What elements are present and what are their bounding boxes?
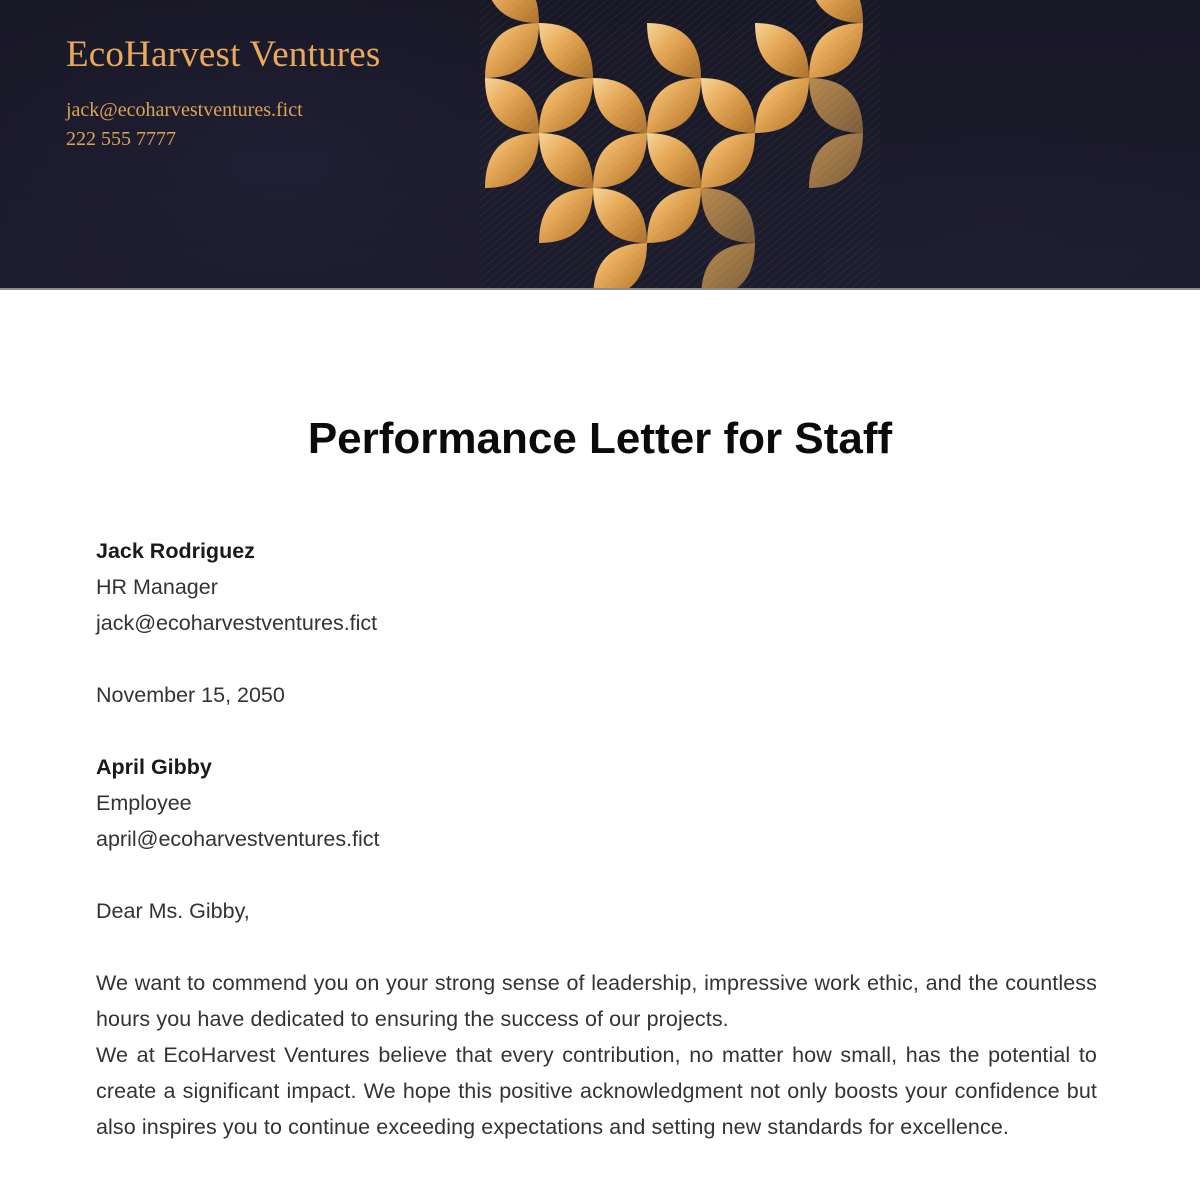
header-divider <box>0 288 1200 290</box>
recipient-role: Employee <box>96 791 192 815</box>
salutation-block <box>96 893 250 929</box>
body-paragraph <box>96 965 1097 1145</box>
letter-date: November 15, 2050 <box>96 683 285 707</box>
recipient-block <box>96 749 380 857</box>
salutation: Dear Ms. Gibby, <box>96 899 250 923</box>
recipient-email: april@ecoharvestventures.fict <box>96 827 380 851</box>
sender-block <box>96 533 377 641</box>
sender-email: jack@ecoharvestventures.fict <box>96 611 378 635</box>
body-sentence-1: We want to commend you on your strong sense of leadership, impressive work ethic, and the countless hours you have dedicated to ensuring the success of our projects. <box>96 971 1097 1031</box>
sender-name: Jack Rodriguez <box>96 539 255 563</box>
document-title: Performance Letter for Staff <box>307 414 893 463</box>
recipient-name: April Gibby <box>96 755 212 779</box>
letterhead-header <box>0 0 1200 290</box>
header-phone: 222 555 7777 <box>66 128 176 150</box>
header-email: jack@ecoharvestventures.fict <box>66 99 303 121</box>
company-name: EcoHarvest Ventures <box>66 34 381 75</box>
body-sentence-2: We at EcoHarvest Ventures believe that every contribution, no matter how small, has the potential to create a significant impact. We hope this positive acknowledgment not only boosts your confidence but also inspires you to continue exceeding expectations and setting new standards for excellence. <box>96 1043 1097 1139</box>
letter-date-block <box>96 677 285 713</box>
sender-role: HR Manager <box>96 575 218 599</box>
